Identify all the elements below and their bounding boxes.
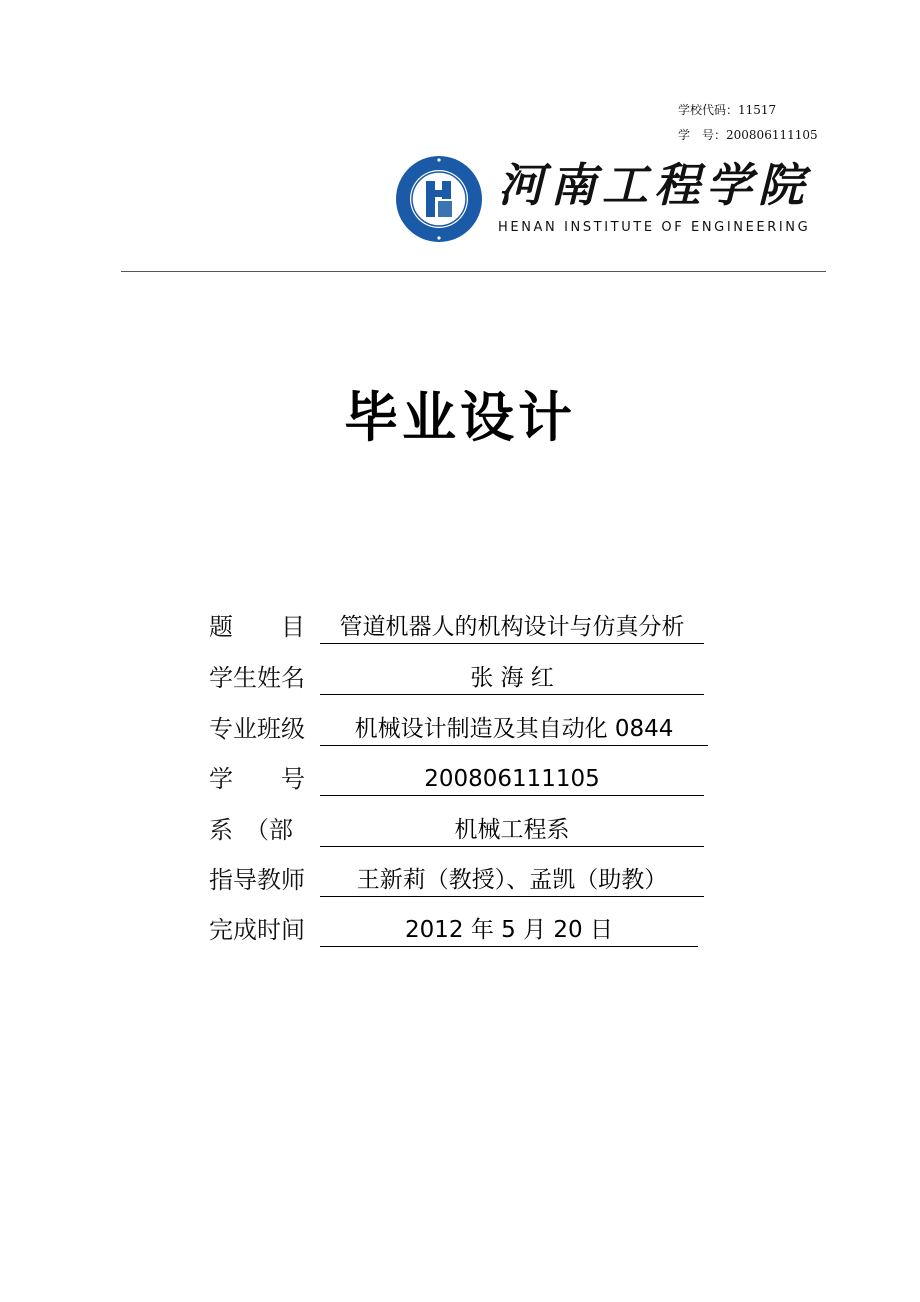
field-label: 指导教师 — [209, 866, 305, 894]
header-divider — [121, 271, 826, 272]
field-value: 200806111105 — [320, 763, 704, 796]
field-label: 系 （部 — [209, 816, 293, 844]
document-title: 毕业设计 — [344, 386, 576, 449]
field-value: 2012 年 5 月 20 日 — [320, 914, 698, 947]
school-emblem-icon — [394, 154, 484, 244]
field-label: 学 号 — [209, 765, 305, 793]
school-code-label: 学校代码： — [678, 103, 739, 117]
student-id-value: 200806111105 — [726, 128, 818, 142]
field-value: 王新莉（教授）、孟凯（助教） — [320, 864, 704, 897]
school-logo — [394, 154, 814, 244]
field-label: 学生姓名 — [209, 664, 305, 692]
field-value: 机械设计制造及其自动化 0844 — [320, 713, 708, 746]
field-value: 管道机器人的机构设计与仿真分析 — [320, 611, 704, 644]
field-label: 专业班级 — [209, 715, 305, 743]
field-value: 张 海 红 — [320, 662, 704, 695]
student-id-line — [678, 128, 818, 142]
school-code-value: 11517 — [738, 103, 777, 117]
field-label: 题 目 — [209, 613, 305, 641]
field-label: 完成时间 — [209, 916, 305, 944]
school-code-line — [678, 103, 776, 117]
school-name-en: HENAN INSTITUTE OF ENGINEERING — [498, 220, 811, 235]
school-name-cn: 河南工程学院 — [498, 158, 810, 212]
field-value: 机械工程系 — [320, 814, 704, 847]
student-id-label: 学 号： — [678, 128, 727, 142]
